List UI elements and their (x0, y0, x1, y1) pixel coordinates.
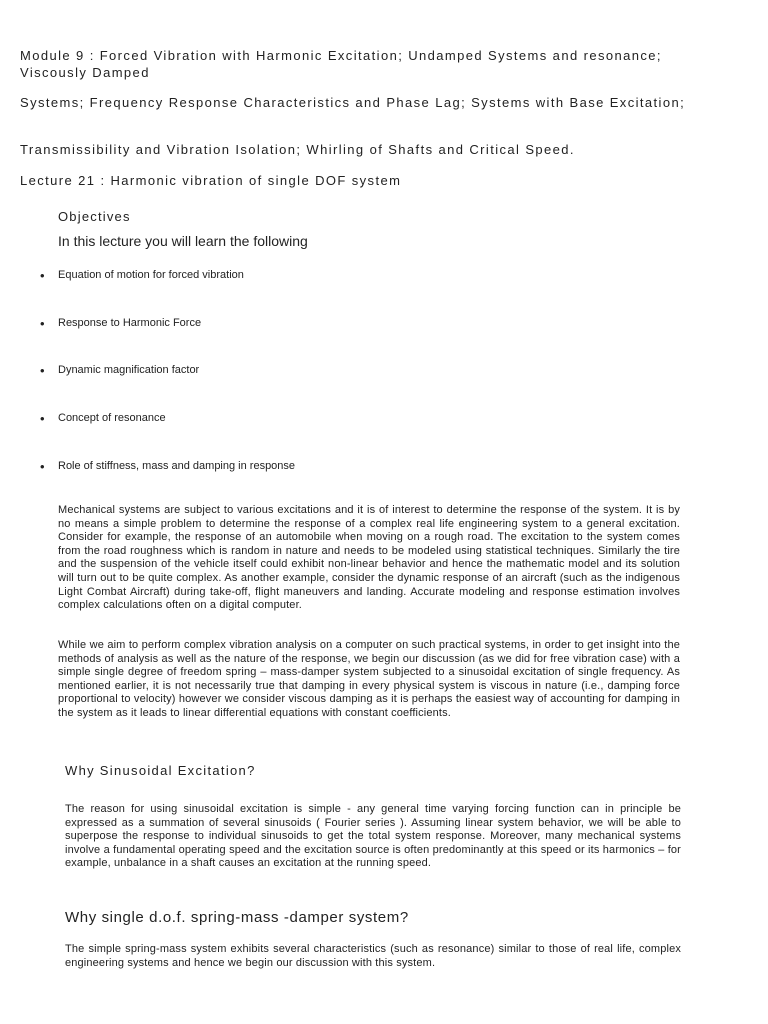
list-item-text: Role of stiffness, mass and damping in response (58, 459, 296, 472)
list-item (40, 411, 295, 459)
sdof-heading: Why single d.o.f. spring-mass -damper system? (65, 909, 409, 926)
body-paragraph-2: While we aim to perform complex vibration analysis on a computer on such practical systems, in order to get insight into the methods of analysis as well as the nature of the response, we begin our discussion (as we did for free vibration case) with a simple single degree of freedom spring – mass-damper system subjected to a sinusoidal excitation of single frequency. As mentioned earlier, it is not necessarily true that damping in every physical system is viscous in nature (i.e., damping force proportional to velocity) however we consider viscous damping as it is perhaps the easiest way of accounting for damping in the system as it leads to linear differential equations with constant coefficients. (58, 639, 680, 719)
bullet-icon: • (40, 458, 45, 474)
objectives-label: Objectives (58, 209, 131, 224)
list-item-text: Equation of motion for forced vibration (58, 269, 244, 281)
list-item-text: Concept of resonance (58, 412, 166, 425)
sinusoidal-heading: Why Sinusoidal Excitation? (65, 763, 256, 778)
objectives-intro: In this lecture you will learn the following (58, 233, 308, 249)
module-title-line-2: Viscously Damped (20, 65, 150, 80)
sdof-paragraph: The simple spring-mass system exhibits several characteristics (such as resonance) similar to those of real life, complex engineering systems and hence we begin our discussion with this system. (65, 943, 681, 969)
list-item-text: Response to Harmonic Force (58, 316, 202, 329)
module-title-line-3: Systems; Frequency Response Characteristics and Phase Lag; Systems with Base Excitation; (20, 95, 686, 110)
objectives-list (40, 268, 295, 506)
lecture-title: Lecture 21 : Harmonic vibration of single DOF system (20, 173, 402, 188)
bullet-icon: • (40, 268, 45, 283)
list-item-text: Dynamic magnification factor (58, 364, 200, 377)
list-item (40, 316, 295, 364)
bullet-icon: • (40, 363, 45, 379)
module-title-line-4: Transmissibility and Vibration Isolation; Whirling of Shafts and Critical Speed. (20, 142, 575, 157)
body-paragraph-1: Mechanical systems are subject to various excitations and it is of interest to determine the response of the system. It is by no means a simple problem to determine the response of a complex real life engineering system to a general excitation. Consider for example, the response of an automobile when moving on a rough road. The excitation to the system comes from the road roughness which is random in nature and needs to be modeled using statistical techniques. Similarly the tire and the suspension of the vehicle itself could exhibit non-linear behavior and hence the mathematic model and its solution will turn out to be quite complex. As another example, consider the dynamic response of an aircraft (such as the indigenous Light Combat Aircraft) during take-off, flight maneuvers and landing. Accurate modeling and response estimation involves complex calculations often on a digital computer. (58, 504, 680, 612)
list-item (40, 459, 295, 507)
bullet-icon: • (40, 411, 45, 427)
list-item (40, 268, 295, 316)
sinusoidal-paragraph: The reason for using sinusoidal excitation is simple - any general time varying forcing function can in principle be expressed as a summation of several sinusoids ( Fourier series ). Assuming linear system behavior, we will be able to superpose the response to individual sinusoids to get the total system response. Moreover, many mechanical systems involve a fundamental operating speed and the excitation source is often predominantly at this speed or its harmonics – for example, unbalance in a shaft causes an excitation at the running speed. (65, 803, 681, 870)
bullet-icon: • (40, 315, 45, 331)
module-title-line-1: Module 9 : Forced Vibration with Harmonic Excitation; Undamped Systems and resonance; (20, 48, 662, 63)
list-item (40, 363, 295, 411)
